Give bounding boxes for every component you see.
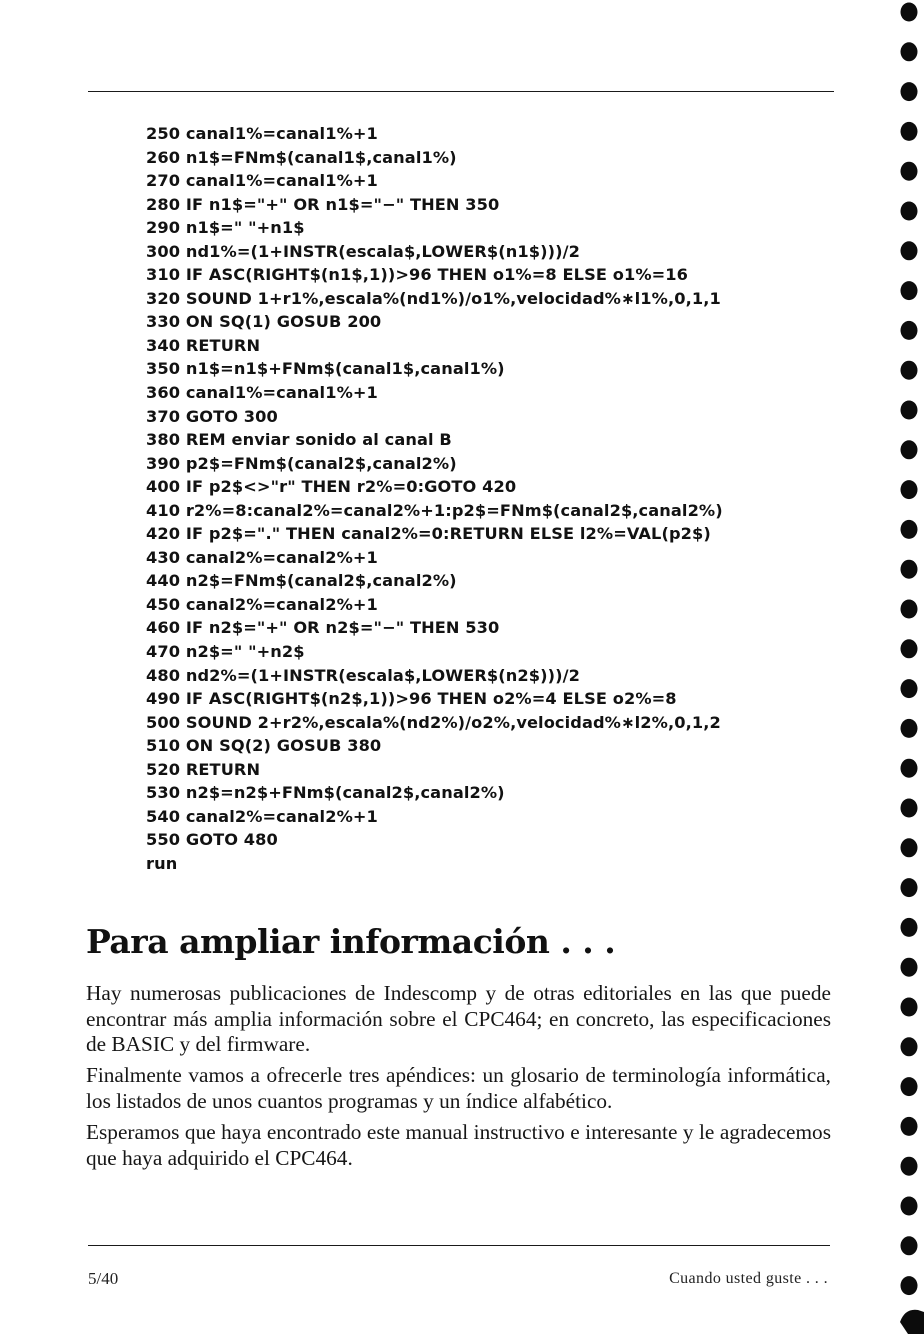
code-line: 450 canal2%=canal2%+1	[146, 594, 378, 614]
code-line: 380 REM enviar sonido al canal B	[146, 430, 452, 450]
code-line: 300 nd1%=(1+INSTR(escala$,LOWER$(n1$)))/2	[146, 241, 581, 261]
binder-hole	[901, 82, 918, 101]
code-line: 500 SOUND 2+r2%,escala%(nd2%)/o2%,velocidad%∗l2%,0,1,2	[146, 712, 721, 732]
code-line: 290 n1$=" "+n1$	[146, 218, 305, 238]
basic-program-listing	[146, 122, 826, 876]
binder-hole	[901, 281, 918, 300]
binder-hole	[901, 1037, 918, 1056]
code-line: 530 n2$=n2$+FNm$(canal2$,canal2%)	[146, 783, 505, 803]
binder-hole	[901, 998, 918, 1017]
code-line: 260 n1$=FNm$(canal1$,canal1%)	[146, 147, 457, 167]
binder-hole	[901, 918, 918, 937]
binder-hole	[901, 1077, 918, 1096]
section-heading: Para ampliar información . . .	[86, 922, 616, 961]
code-line: 360 canal1%=canal1%+1	[146, 383, 378, 403]
binder-hole	[901, 480, 918, 499]
binder-hole	[901, 202, 918, 221]
code-line: 400 IF p2$<>"r" THEN r2%=0:GOTO 420	[146, 477, 517, 497]
binder-hole	[901, 361, 918, 380]
code-line: 390 p2$=FNm$(canal2$,canal2%)	[146, 453, 457, 473]
binder-hole	[901, 401, 918, 420]
code-line: 550 GOTO 480	[146, 830, 278, 850]
paragraph-appendices: Finalmente vamos a ofrecerle tres apéndices: un glosario de terminología informática, los listados de unos cuantos programas y un índice alfabético.	[86, 1063, 831, 1113]
binder-hole	[901, 1157, 918, 1176]
code-line: 430 canal2%=canal2%+1	[146, 547, 378, 567]
binder-hole	[901, 162, 918, 181]
binder-hole	[900, 1310, 924, 1334]
running-footer-title: Cuando usted guste . . .	[669, 1270, 828, 1287]
code-line: 350 n1$=n1$+FNm$(canal1$,canal1%)	[146, 359, 505, 379]
binder-hole	[901, 759, 918, 778]
code-line: 250 canal1%=canal1%+1	[146, 124, 378, 143]
code-line: 460 IF n2$="+" OR n2$="−" THEN 530	[146, 618, 500, 638]
binder-hole	[901, 42, 918, 61]
header-rule	[88, 91, 834, 92]
binder-hole	[901, 719, 918, 738]
paragraph-thanks: Esperamos que haya encontrado este manual instructivo e interesante y le agradecemos que haya adquirido el CPC464.	[86, 1120, 831, 1170]
code-line: 490 IF ASC(RIGHT$(n2$,1))>96 THEN o2%=4 ELSE o2%=8	[146, 689, 677, 709]
code-line: 410 r2%=8:canal2%=canal2%+1:p2$=FNm$(canal2$,canal2%)	[146, 500, 723, 520]
binder-hole	[901, 440, 918, 459]
code-line: 470 n2$=" "+n2$	[146, 642, 305, 662]
binder-hole	[901, 958, 918, 977]
code-line: 270 canal1%=canal1%+1	[146, 171, 378, 191]
binder-hole	[901, 838, 918, 857]
code-line: 540 canal2%=canal2%+1	[146, 806, 378, 826]
code-line: run	[146, 853, 178, 873]
binder-hole	[901, 799, 918, 818]
binder-hole	[901, 3, 918, 22]
binder-hole	[901, 1197, 918, 1216]
paragraph-publications: Hay numerosas publicaciones de Indescomp y de otras editoriales en las que puede encontrar más amplia información sobre el CPC464; en concreto, las especificaciones de BASIC y del firmware.	[86, 981, 831, 1056]
code-line: 520 RETURN	[146, 759, 261, 779]
footer-rule	[88, 1245, 830, 1246]
binder-hole	[901, 241, 918, 260]
binder-hole	[901, 321, 918, 340]
binder-hole	[901, 1117, 918, 1136]
code-line: 320 SOUND 1+r1%,escala%(nd1%)/o1%,velocidad%∗l1%,0,1,1	[146, 288, 721, 308]
code-line: 340 RETURN	[146, 335, 261, 355]
binder-hole	[901, 878, 918, 897]
binder-hole	[901, 639, 918, 658]
page-number: 5/40	[88, 1269, 119, 1288]
code-line: 480 nd2%=(1+INSTR(escala$,LOWER$(n2$)))/2	[146, 665, 581, 685]
binder-hole	[901, 520, 918, 539]
binder-hole	[901, 560, 918, 579]
code-line: 420 IF p2$="." THEN canal2%=0:RETURN ELSE l2%=VAL(p2$)	[146, 524, 711, 544]
code-line: 370 GOTO 300	[146, 406, 278, 426]
code-line: 310 IF ASC(RIGHT$(n1$,1))>96 THEN o1%=8 ELSE o1%=16	[146, 265, 689, 285]
binder-hole	[901, 1236, 918, 1255]
code-line: 510 ON SQ(2) GOSUB 380	[146, 736, 382, 756]
code-line: 330 ON SQ(1) GOSUB 200	[146, 312, 382, 332]
code-line: 280 IF n1$="+" OR n1$="−" THEN 350	[146, 194, 500, 214]
code-line: 440 n2$=FNm$(canal2$,canal2%)	[146, 571, 457, 591]
binder-hole	[901, 679, 918, 698]
binder-hole	[901, 1276, 918, 1295]
binder-hole	[901, 122, 918, 141]
binder-hole	[901, 600, 918, 619]
